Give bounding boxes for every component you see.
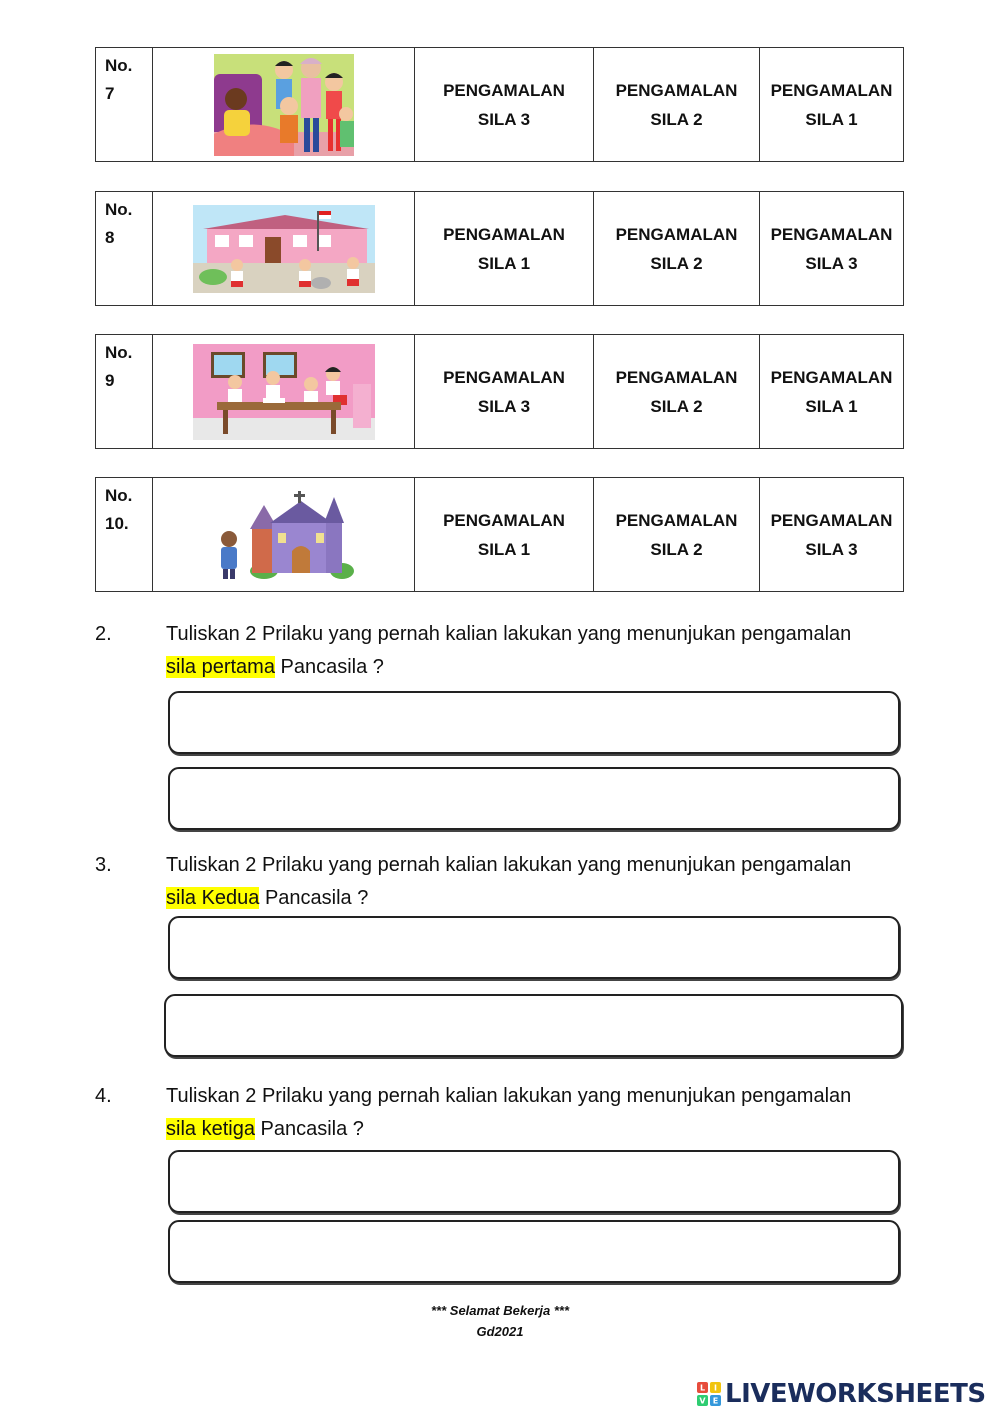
option-line1: PENGAMALAN [770, 367, 893, 387]
option-line2: SILA 3 [477, 109, 531, 129]
option-line1: PENGAMALAN [615, 510, 738, 530]
question-table-8 [95, 191, 904, 306]
option-line2: SILA 2 [650, 109, 703, 129]
footer-greeting: *** Selamat Bekerja *** [430, 1303, 570, 1318]
answer-box-2a[interactable] [168, 691, 900, 754]
option-line1: PENGAMALAN [770, 80, 893, 100]
option-pengamalan-sila-1[interactable] [760, 335, 904, 449]
option-line2: SILA 1 [805, 396, 858, 416]
answer-box-3a[interactable] [168, 916, 900, 979]
picture-cell [153, 335, 415, 449]
number-cell [96, 478, 153, 592]
option-line2: SILA 3 [805, 253, 858, 273]
brand-name: LIVEWORKSHEETS [725, 1379, 986, 1409]
option-line1: PENGAMALAN [443, 510, 565, 530]
option-pengamalan-sila-1[interactable] [415, 478, 594, 592]
question-rest: Pancasila ? [259, 887, 369, 909]
no-label: No. [105, 56, 133, 75]
answer-box-3b[interactable] [164, 994, 903, 1057]
question-line2 [166, 651, 905, 684]
logo-letter-i: I [714, 1383, 717, 1393]
option-pengamalan-sila-2[interactable] [594, 192, 760, 306]
liveworksheets-brand [697, 1378, 986, 1410]
option-line1: PENGAMALAN [615, 367, 738, 387]
option-line1: PENGAMALAN [615, 80, 738, 100]
number-value: 8 [105, 228, 115, 247]
option-line2: SILA 2 [650, 539, 703, 559]
option-pengamalan-sila-2[interactable] [594, 335, 760, 449]
question-table-10 [95, 477, 904, 592]
highlighted-term: sila Kedua [166, 887, 260, 909]
logo-letter-e: E [712, 1396, 719, 1406]
child-praying-near-church-illustration [214, 489, 354, 581]
no-label: No. [105, 486, 133, 505]
question-line2 [166, 1113, 905, 1146]
question-line2 [166, 882, 905, 915]
question-number: 2. [95, 623, 112, 645]
question-table-7 [95, 47, 904, 162]
answer-box-2b[interactable] [168, 767, 900, 830]
question-line1: Tuliskan 2 Prilaku yang pernah kalian lakukan yang menunjukan pengamalan [166, 854, 852, 876]
option-line1: PENGAMALAN [770, 510, 893, 530]
students-discussing-at-table-illustration [193, 344, 375, 440]
picture-cell [153, 478, 415, 592]
question-table-9 [95, 334, 904, 449]
question-number: 4. [95, 1085, 112, 1107]
question-text [166, 1080, 905, 1146]
no-label: No. [105, 200, 133, 219]
option-line2: SILA 1 [477, 253, 531, 273]
footer-code: Gd2021 [476, 1324, 524, 1339]
option-line2: SILA 1 [805, 109, 858, 129]
footer [0, 1300, 1000, 1342]
liveworksheets-logo-icon [697, 1382, 721, 1406]
option-pengamalan-sila-3[interactable] [415, 335, 594, 449]
students-cleaning-schoolyard-illustration [193, 205, 375, 293]
number-value: 9 [105, 371, 115, 390]
number-cell [96, 192, 153, 306]
logo-letter-v: V [699, 1396, 706, 1406]
question-rest: Pancasila ? [274, 656, 384, 678]
option-line1: PENGAMALAN [443, 224, 565, 244]
option-pengamalan-sila-2[interactable] [594, 478, 760, 592]
option-line2: SILA 2 [650, 253, 703, 273]
no-label: No. [105, 343, 133, 362]
question-text [166, 849, 905, 915]
family-visiting-sick-grandparent-illustration [214, 54, 354, 156]
question-text [166, 618, 905, 684]
highlighted-term: sila pertama [166, 656, 275, 678]
question-number: 3. [95, 854, 112, 876]
number-value: 10. [105, 514, 129, 533]
highlighted-term: sila ketiga [166, 1118, 255, 1140]
number-value: 7 [105, 84, 115, 103]
option-line1: PENGAMALAN [443, 367, 565, 387]
question-line1: Tuliskan 2 Prilaku yang pernah kalian lakukan yang menunjukan pengamalan [166, 1085, 852, 1107]
option-line2: SILA 2 [650, 396, 703, 416]
option-pengamalan-sila-3[interactable] [760, 478, 904, 592]
option-line2: SILA 3 [477, 396, 531, 416]
answer-box-4a[interactable] [168, 1150, 900, 1213]
option-line1: PENGAMALAN [615, 224, 738, 244]
option-pengamalan-sila-3[interactable] [415, 48, 594, 162]
option-pengamalan-sila-3[interactable] [760, 192, 904, 306]
option-line2: SILA 1 [477, 539, 531, 559]
option-line2: SILA 3 [805, 539, 858, 559]
option-pengamalan-sila-1[interactable] [760, 48, 904, 162]
answer-box-4b[interactable] [168, 1220, 900, 1283]
option-line1: PENGAMALAN [770, 224, 893, 244]
number-cell [96, 335, 153, 449]
logo-letter-l: L [699, 1383, 706, 1393]
option-pengamalan-sila-2[interactable] [594, 48, 760, 162]
option-line1: PENGAMALAN [443, 80, 565, 100]
question-rest: Pancasila ? [254, 1118, 364, 1140]
picture-cell [153, 192, 415, 306]
picture-cell [153, 48, 415, 162]
number-cell [96, 48, 153, 162]
option-pengamalan-sila-1[interactable] [415, 192, 594, 306]
question-line1: Tuliskan 2 Prilaku yang pernah kalian lakukan yang menunjukan pengamalan [166, 623, 852, 645]
